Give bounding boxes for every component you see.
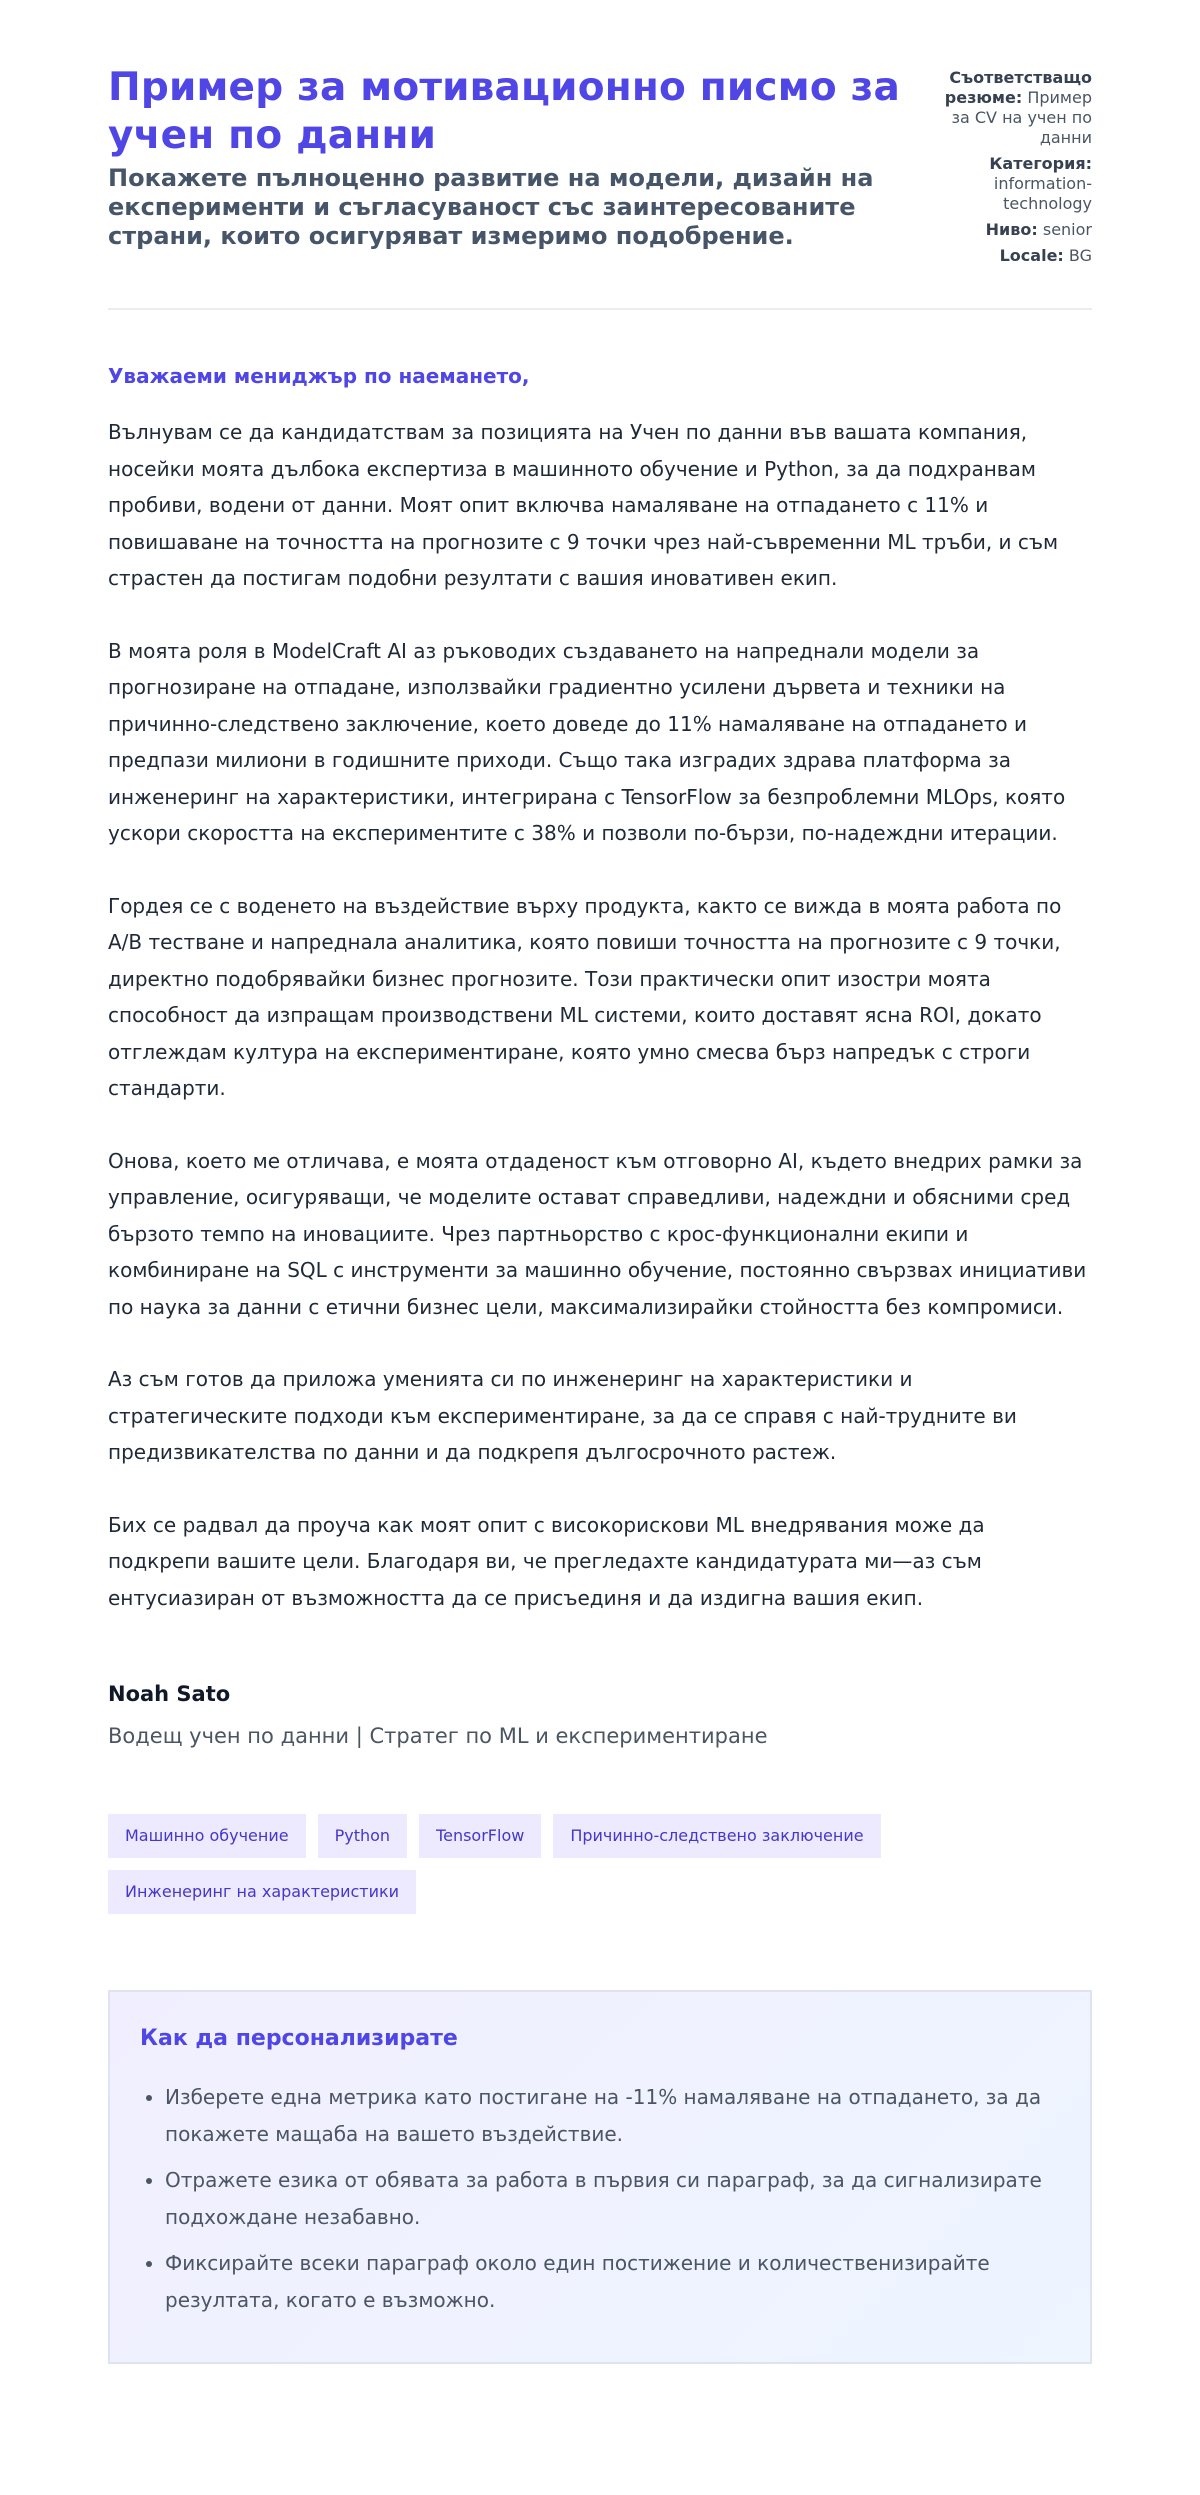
personalization-tips [108,1990,1092,2364]
meta-resume-label: Съответстващо резюме: [944,68,1092,107]
letter-paragraph: Гордея се с воденето на въздействие върху продукта, както се вижда в моята работа по A/B тестване и напреднала аналитика, която повиши точността на прогнозите с 9 точки, директно подобрявайки бизнес прогнозите. Този практически опит изостри моята способност да изпращам производствени ML системи, които доставят ясна ROI, докато отглеждам култура на експериментиране, която умно смесва бърз напредък с строги стандарти. [108,893,1062,1100]
letter-paragraph: Вълнувам се да кандидатствам за позицията на Учен по данни във вашата компания, носейки моята дълбока експертиза в машинното обучение и Python, за да подхранвам пробиви, водени от данни. Моят опит включва намаляване на отпадането с 11% и повишаване на точността на прогнозите с 9 точки чрез най-съвременни ML тръби, и съм страстен да постигам подобни резултати с вашия иновативен екип. [108,420,1059,590]
meta-panel [922,64,1092,272]
skill-tag: Причинно-следствено заключение [553,1814,880,1858]
meta-locale-label: Locale: [999,246,1064,265]
meta-resume [922,68,1092,148]
page-title: Пример за мотивационно писмо за учен по данни [108,65,900,158]
tip-item: • Отражете езика от обявата за работа в първия си параграф, за да сигнализирате подхождане незабавно. [165,2162,1060,2236]
letter-greeting: Уважаеми мениджър по наемането, [108,364,530,388]
meta-locale-value: BG [1068,246,1092,265]
meta-locale [922,246,1092,266]
meta-level-value: senior [1042,220,1092,239]
letter-paragraph: Бих се радвал да проуча как моят опит с високорискови ML внедрявания може да подкрепи вашите цели. Благодаря ви, че прегледахте кандидатурата ми—аз съм ентусиазиран от възможността да се присъединя и да издигна вашия екип. [108,1512,985,1610]
tips-list [140,2079,1060,2319]
tips-title: Как да персонализирате [140,2026,458,2051]
signature-role: Водещ учен по данни | Стратег по ML и експериментиране [108,1724,768,1748]
tip-item: • Изберете една метрика като постигане на -11% намаляване на отпадането, за да покажете мащаба на вашето въздействие. [165,2079,1060,2153]
skill-tags [108,1814,1008,1914]
letter-paragraph: В моята роля в ModelCraft AI аз ръководих създаването на напреднали модели за прогнозиране на отпадане, използвайки градиентно усилени дървета и техники на причинно-следствено заключение, което доведе до 11% намаляване на отпадането и предпази милиони в годишните приходи. Също така изградих здрава платформа за инженеринг на характеристики, интегрирана с TensorFlow за безпроблемни MLOps, която ускори скоростта на експериментите с 38% и позволи по-бързи, по-надеждни итерации. [108,638,1066,845]
skill-tag: Python [318,1814,407,1858]
skill-tag: Инженеринг на характеристики [108,1870,416,1914]
letter-paragraph: Онова, което ме отличава, е моята отдаденост към отговорно AI, където внедрих рамки за управление, осигуряващи, че моделите остават справедливи, надеждни и обясними сред бързото темпо на иновациите. Чрез партньорство с крос-функционални екипи и комбиниране на SQL с инструменти за машинно обучение, постоянно свързвах инициативи по наука за данни с етични бизнес цели, максимализирайки стойността без компромиси. [108,1148,1087,1319]
signature-name: Noah Sato [108,1682,231,1706]
letter-paragraph: Аз съм готов да приложа уменията си по инженеринг на характеристики и стратегическите подходи към експериментиране, за да се справя с най-трудните ви предизвикателства по данни и да подкрепя дългосрочното растеж. [108,1367,1017,1464]
page-header [108,64,1092,310]
meta-level-label: Ниво: [985,220,1038,239]
meta-level [922,220,1092,240]
meta-resume-value: Пример за CV на учен по данни [951,88,1092,147]
tip-item: • Фиксирайте всеки параграф около един постижение и количественизирайте резултата, когато е възможно. [165,2245,1060,2319]
skill-tag: TensorFlow [419,1814,541,1858]
page-subtitle: Покажете пълноценно развитие на модели, дизайн на експерименти и съгласуваност със заинтересованите страни, които осигуряват измеримо подобрение. [108,164,874,250]
letter-body [108,364,1092,1616]
meta-category-label: Категория: [989,154,1092,173]
meta-category [922,154,1092,214]
title-block [108,64,908,251]
meta-category-value: information-technology [993,174,1092,213]
skill-tag: Машинно обучение [108,1814,306,1858]
signature-block [108,1682,1092,1748]
